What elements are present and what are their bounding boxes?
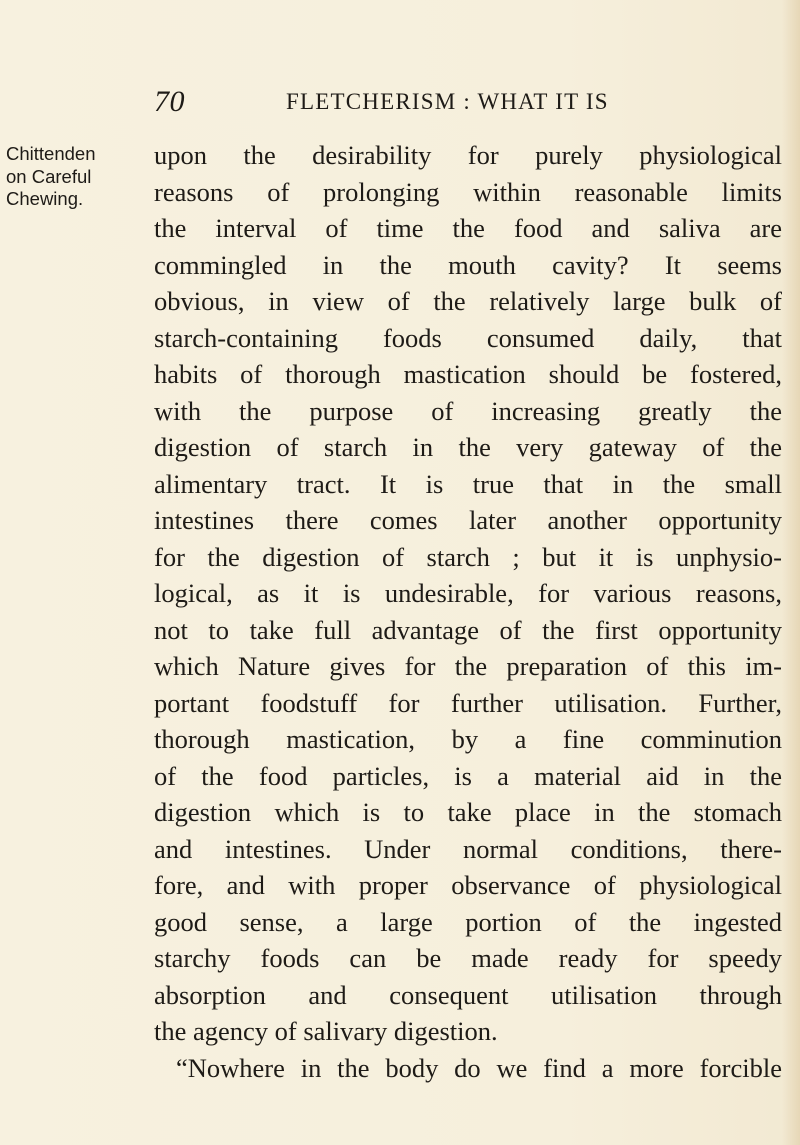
body-line: upon the desirability for purely physiological xyxy=(154,140,782,170)
body-line: with the purpose of increasing greatly the xyxy=(154,395,782,426)
page-edge-stain xyxy=(782,0,800,1145)
body-line: obvious, in view of the relatively large bulk of xyxy=(154,286,782,316)
body-line: logical, as it is undesirable, for various reasons, xyxy=(154,578,782,608)
body-line: good sense, a large portion of the ingested xyxy=(154,906,782,937)
body-line: not to take full advantage of the first opportunity xyxy=(154,614,782,645)
body-line: commingled in the mouth cavity? It seems xyxy=(154,249,782,280)
body-line: and intestines. Under normal conditions, there- xyxy=(154,833,782,864)
body-line: fore, and with proper observance of physiological xyxy=(154,870,782,900)
page-header xyxy=(154,84,794,120)
body-line: of the food particles, is a material aid in the xyxy=(154,760,782,791)
margin-note-line: Chewing. xyxy=(6,188,84,209)
body-line: thorough mastication, by a fine comminution xyxy=(154,724,782,754)
body-line: portant foodstuff for further utilisation. Further, xyxy=(154,687,782,718)
body-line: the agency of salivary digestion. xyxy=(154,1016,498,1046)
body-text xyxy=(154,137,782,1086)
body-line: absorption and consequent utilisation through xyxy=(154,979,782,1010)
body-line: reasons of prolonging within reasonable limits xyxy=(154,176,782,207)
body-line: starchy foods can be made ready for speedy xyxy=(154,943,782,973)
body-line: habits of thorough mastication should be fostered, xyxy=(154,359,782,389)
margin-note-line: on Careful xyxy=(6,165,92,187)
margin-note xyxy=(6,143,152,211)
margin-note-line: Chittenden xyxy=(6,143,96,164)
body-line: alimentary tract. It is true that in the small xyxy=(154,468,782,499)
body-line: intestines there comes later another opportunity xyxy=(154,505,782,535)
body-line: digestion which is to take place in the stomach xyxy=(154,797,782,827)
body-line: “Nowhere in the body do we find a more forcible xyxy=(176,1052,782,1083)
body-line: which Nature gives for the preparation of this im- xyxy=(154,651,782,681)
body-line: starch-containing foods consumed daily, that xyxy=(154,322,782,353)
body-line: the interval of time the food and saliva are xyxy=(154,213,782,243)
running-head: FLETCHERISM : WHAT IT IS xyxy=(286,89,609,114)
page-number: 70 xyxy=(154,85,185,118)
body-line: for the digestion of starch ; but it is unphysio- xyxy=(154,541,782,572)
body-line: digestion of starch in the very gateway of the xyxy=(154,432,782,462)
